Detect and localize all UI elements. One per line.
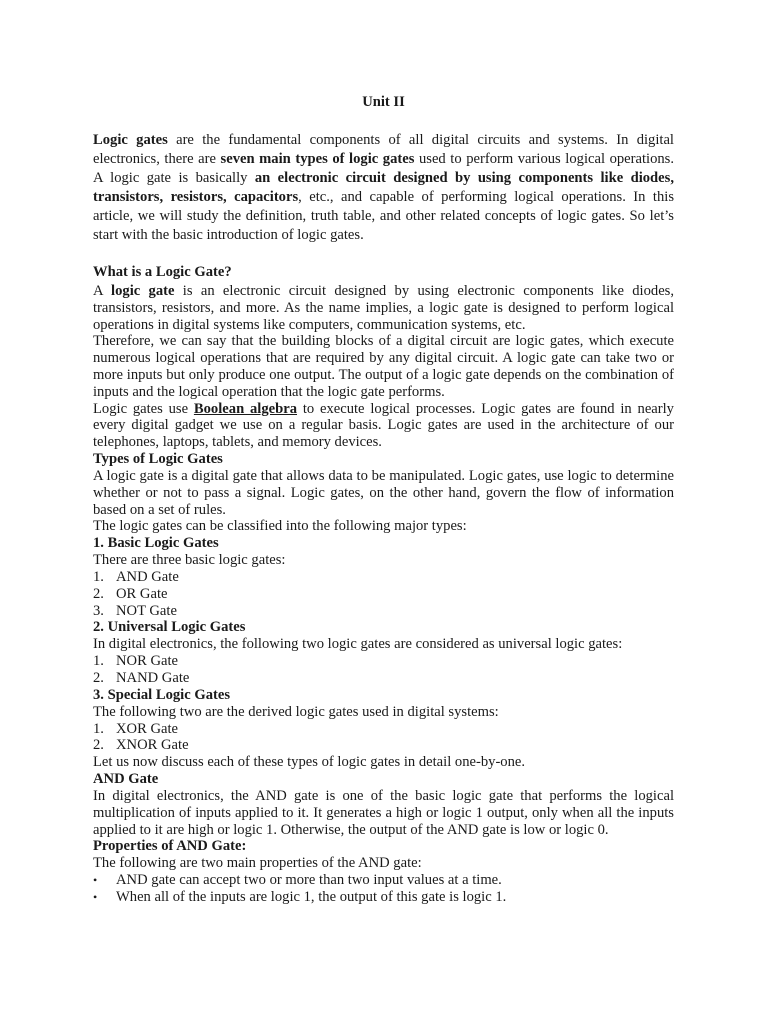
types-paragraph-1: A logic gate is a digital gate that allows data to be manipulated. Logic gates, use logic to determine whether or not to pass a signal. Logic gates, on the other hand, govern the flow of information based on a set of rules. — [93, 467, 674, 518]
intro-bold-seven-types: seven main types of logic gates — [220, 151, 415, 167]
list-item-label: XOR Gate — [116, 720, 179, 737]
what-p1-text-a: A — [93, 283, 112, 299]
list-item — [93, 586, 674, 603]
heading-and-gate: AND Gate — [93, 770, 159, 787]
intro-bold-logic-gates: Logic gates — [93, 132, 168, 148]
list-number: 3. — [93, 602, 104, 619]
list-item-label: XNOR Gate — [116, 737, 189, 754]
what-paragraph-3 — [93, 401, 674, 451]
list-number: 2. — [93, 669, 104, 686]
list-item — [93, 721, 674, 738]
heading-types-of-logic-gates: Types of Logic Gates — [93, 450, 223, 467]
list-item — [93, 889, 674, 906]
bullet-icon: • — [93, 889, 98, 904]
heading-basic-logic-gates: 1. Basic Logic Gates — [93, 535, 219, 552]
what-p3-text-a: Logic gates use — [93, 400, 194, 417]
list-item-label: NOR Gate — [116, 653, 179, 670]
intro-text-3: , etc., and capable of performing logical operations. In this article, we will study the definition, truth table, and other related concepts of logic gates. So let’s start with the basic introduction of logic gates. — [93, 189, 674, 243]
list-number: 1. — [93, 568, 104, 585]
list-item-label: NAND Gate — [116, 669, 190, 686]
list-item-label: AND gate can accept two or more than two input values at a time. — [116, 872, 502, 889]
special-intro: The following two are the derived logic gates used in digital systems: — [93, 703, 499, 720]
what-paragraph-1 — [93, 283, 674, 333]
list-item-label: NOT Gate — [116, 602, 177, 619]
list-item — [93, 569, 674, 586]
list-number: 1. — [93, 720, 104, 737]
properties-intro: The following are two main properties of the AND gate: — [93, 855, 422, 872]
list-item — [93, 737, 674, 754]
list-item-label: When all of the inputs are logic 1, the output of this gate is logic 1. — [116, 888, 507, 905]
universal-gates-list — [93, 653, 674, 687]
heading-universal-logic-gates: 2. Universal Logic Gates — [93, 619, 246, 636]
heading-what-is-logic-gate: What is a Logic Gate? — [93, 264, 232, 280]
list-number: 2. — [93, 585, 104, 602]
universal-intro: In digital electronics, the following two logic gates are considered as universal logic gates: — [93, 636, 623, 653]
bullet-icon: • — [93, 873, 98, 888]
basic-gates-list — [93, 569, 674, 619]
what-p1-text-b: is an electronic circuit designed by using electronic components like diodes, transistors, resistors, and more. As the name implies, a logic gate is designed to perform logical operations in digital systems like computers, communication systems, etc. — [93, 283, 674, 333]
intro-text-1: are the fundamental components of all digital circuits and systems. In digital electronics, there are — [93, 132, 674, 167]
intro-text-2: used to perform various logical operations. A logic gate is basically — [93, 151, 675, 186]
list-number: 2. — [93, 737, 104, 754]
intro-paragraph — [93, 131, 674, 245]
what-paragraph-2: Therefore, we can say that the building blocks of a digital circuit are logic gates, which execute numerous logical operations that are required by any digital circuit. A logic gate can take two or more inputs but only produce one output. The output of a logic gate depends on the combination of inputs and the logical operation that the logic gate performs. — [93, 333, 674, 400]
page-title: Unit II — [362, 94, 405, 110]
basic-intro: There are three basic logic gates: — [93, 552, 286, 569]
list-item-label: OR Gate — [116, 585, 168, 602]
boolean-algebra-link[interactable]: Boolean algebra — [193, 400, 298, 417]
list-item — [93, 872, 674, 889]
list-item — [93, 603, 674, 620]
types-paragraph-2: The logic gates can be classified into the following major types: — [93, 518, 467, 535]
heading-properties-of-and-gate: Properties of AND Gate: — [93, 838, 247, 855]
special-gates-list — [93, 721, 674, 755]
what-p3-text-b: to execute logical processes. Logic gates are found in nearly every digital gadget we use on a regular basis. Logic gates are used in the architecture of our telephones, laptops, tablets, and memory devices. — [93, 400, 674, 451]
list-item — [93, 653, 674, 670]
list-number: 1. — [93, 653, 104, 670]
and-gate-paragraph: In digital electronics, the AND gate is one of the basic logic gate that performs the logical multiplication of inputs applied to it. It generates a high or logic 1 output, only when all the inputs applied to it are high or logic 1. Otherwise, the output of the AND gate is low or logic 0. — [93, 787, 674, 838]
properties-list — [93, 872, 674, 906]
intro-bold-circuit: an electronic circuit designed by using components like diodes, transistors, resistors, capacitors — [93, 170, 674, 205]
document-page — [93, 92, 674, 906]
what-p1-bold: logic gate — [111, 283, 175, 299]
special-outro: Let us now discuss each of these types of logic gates in detail one-by-one. — [93, 754, 526, 771]
list-item — [93, 670, 674, 687]
list-item-label: AND Gate — [116, 568, 179, 585]
heading-special-logic-gates: 3. Special Logic Gates — [93, 686, 231, 703]
